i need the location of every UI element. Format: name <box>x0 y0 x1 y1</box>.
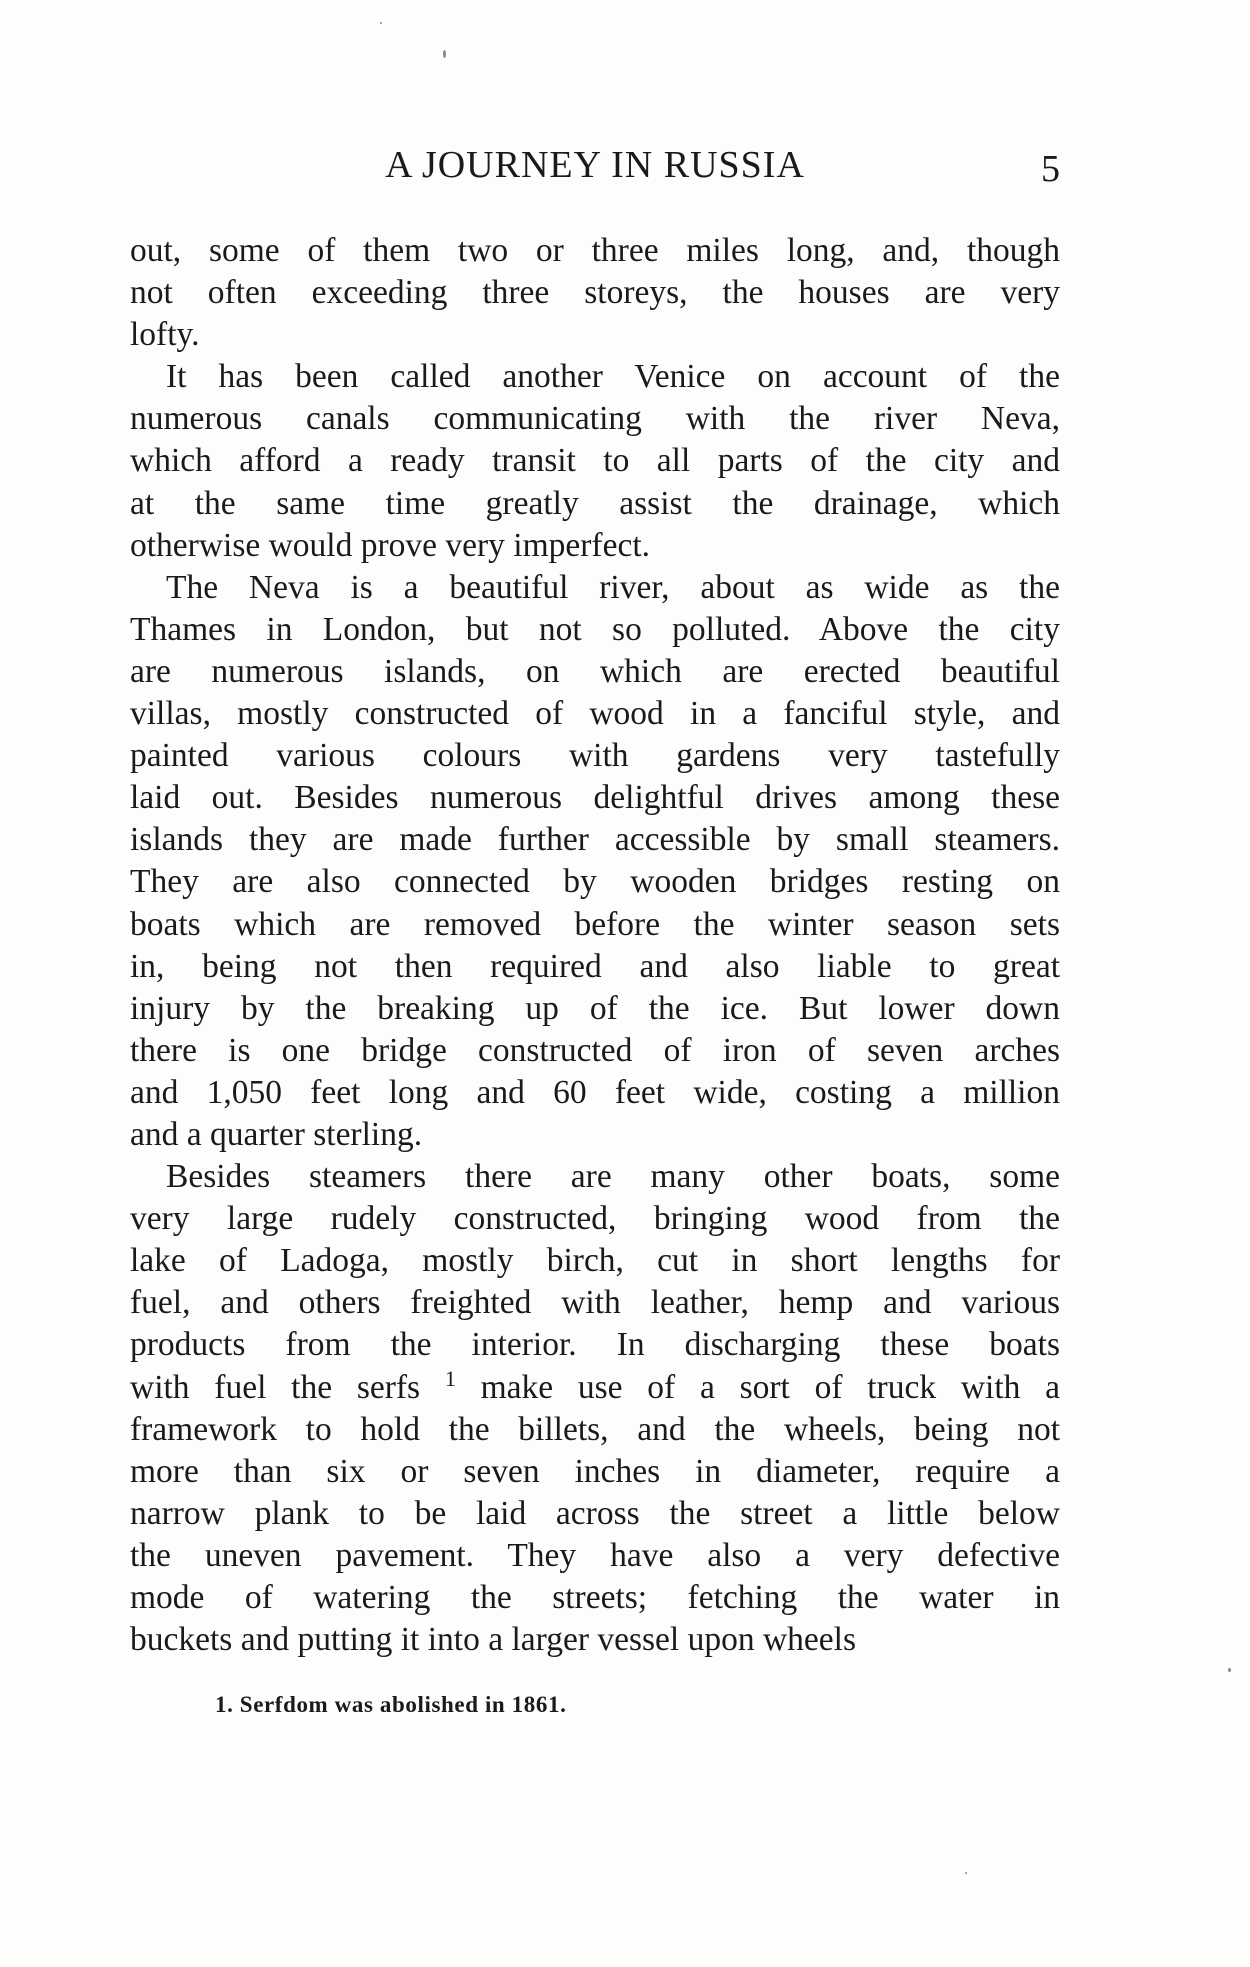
text-line: islands they are made further accessible by small steamers. <box>130 821 1060 859</box>
text-line: not often exceeding three storeys, the houses are very <box>130 274 1060 312</box>
page-number: 5 <box>1041 148 1060 190</box>
text-line: laid out. Besides numerous delightful drives among these <box>130 779 1060 817</box>
text-line: painted various colours with gardens very tastefully <box>130 737 1060 775</box>
footnote-marker: 1 <box>444 1365 456 1391</box>
text-line: It has been called another Venice on account of the <box>166 358 1060 396</box>
text-line: there is one bridge constructed of iron of seven arches <box>130 1031 1060 1069</box>
text-line: injury by the breaking up of the ice. But lower down <box>130 989 1060 1027</box>
paragraph <box>130 567 1060 1156</box>
text-line <box>130 1367 1060 1409</box>
running-title: A JOURNEY IN RUSSIA <box>385 144 805 186</box>
text-line: narrow plank to be laid across the street a little below <box>130 1494 1060 1532</box>
scan-speck <box>1228 1668 1231 1672</box>
text-line: framework to hold the billets, and the wheels, being not <box>130 1410 1060 1448</box>
scan-speck <box>380 22 382 24</box>
text-segment: make use of a sort of truck with a <box>455 1368 1061 1406</box>
body-text <box>130 230 1060 1661</box>
footnote: 1. Serfdom was abolished in 1861. <box>215 1692 567 1717</box>
text-line: and a quarter sterling. <box>130 1115 423 1153</box>
text-line: lake of Ladoga, mostly birch, cut in short lengths for <box>130 1242 1060 1280</box>
text-segment: with fuel the serfs <box>130 1368 421 1406</box>
text-line: otherwise would prove very imperfect. <box>130 526 651 564</box>
text-line: products from the interior. In discharging these boats <box>130 1326 1060 1364</box>
text-line: out, some of them two or three miles long, and, though <box>130 232 1060 269</box>
text-line: are numerous islands, on which are erected beautiful <box>130 652 1060 690</box>
text-line: more than six or seven inches in diameter, require a <box>130 1452 1060 1490</box>
text-line: the uneven pavement. They have also a very defective <box>130 1536 1060 1574</box>
text-line: Besides steamers there are many other boats, some <box>166 1158 1060 1196</box>
text-line: mode of watering the streets; fetching the water in <box>130 1579 1060 1616</box>
scan-speck <box>443 50 446 58</box>
text-line: in, being not then required and also liable to great <box>130 947 1060 985</box>
paragraph <box>130 230 1060 356</box>
text-line: very large rudely constructed, bringing wood from the <box>130 1200 1060 1238</box>
text-line: villas, mostly constructed of wood in a fanciful style, and <box>130 695 1060 733</box>
paragraph <box>130 356 1060 566</box>
paragraph <box>130 1156 1060 1661</box>
running-head <box>130 140 1060 190</box>
text-line: fuel, and others freighted with leather, hemp and various <box>130 1284 1060 1322</box>
text-line: buckets and putting it into a larger vessel upon wheels <box>130 1621 856 1659</box>
text-line: at the same time greatly assist the drainage, which <box>130 484 1060 522</box>
text-line: Thames in London, but not so polluted. Above the city <box>130 610 1060 648</box>
text-line: The Neva is a beautiful river, about as wide as the <box>166 568 1060 606</box>
text-line: lofty. <box>130 316 200 354</box>
text-line: and 1,050 feet long and 60 feet wide, costing a million <box>130 1073 1060 1111</box>
text-line: boats which are removed before the winter season sets <box>130 905 1060 943</box>
text-line: numerous canals communicating with the river Neva, <box>130 400 1060 438</box>
text-line: which afford a ready transit to all parts of the city and <box>130 442 1060 480</box>
scan-speck <box>965 1872 967 1874</box>
text-line: They are also connected by wooden bridges resting on <box>130 863 1060 901</box>
